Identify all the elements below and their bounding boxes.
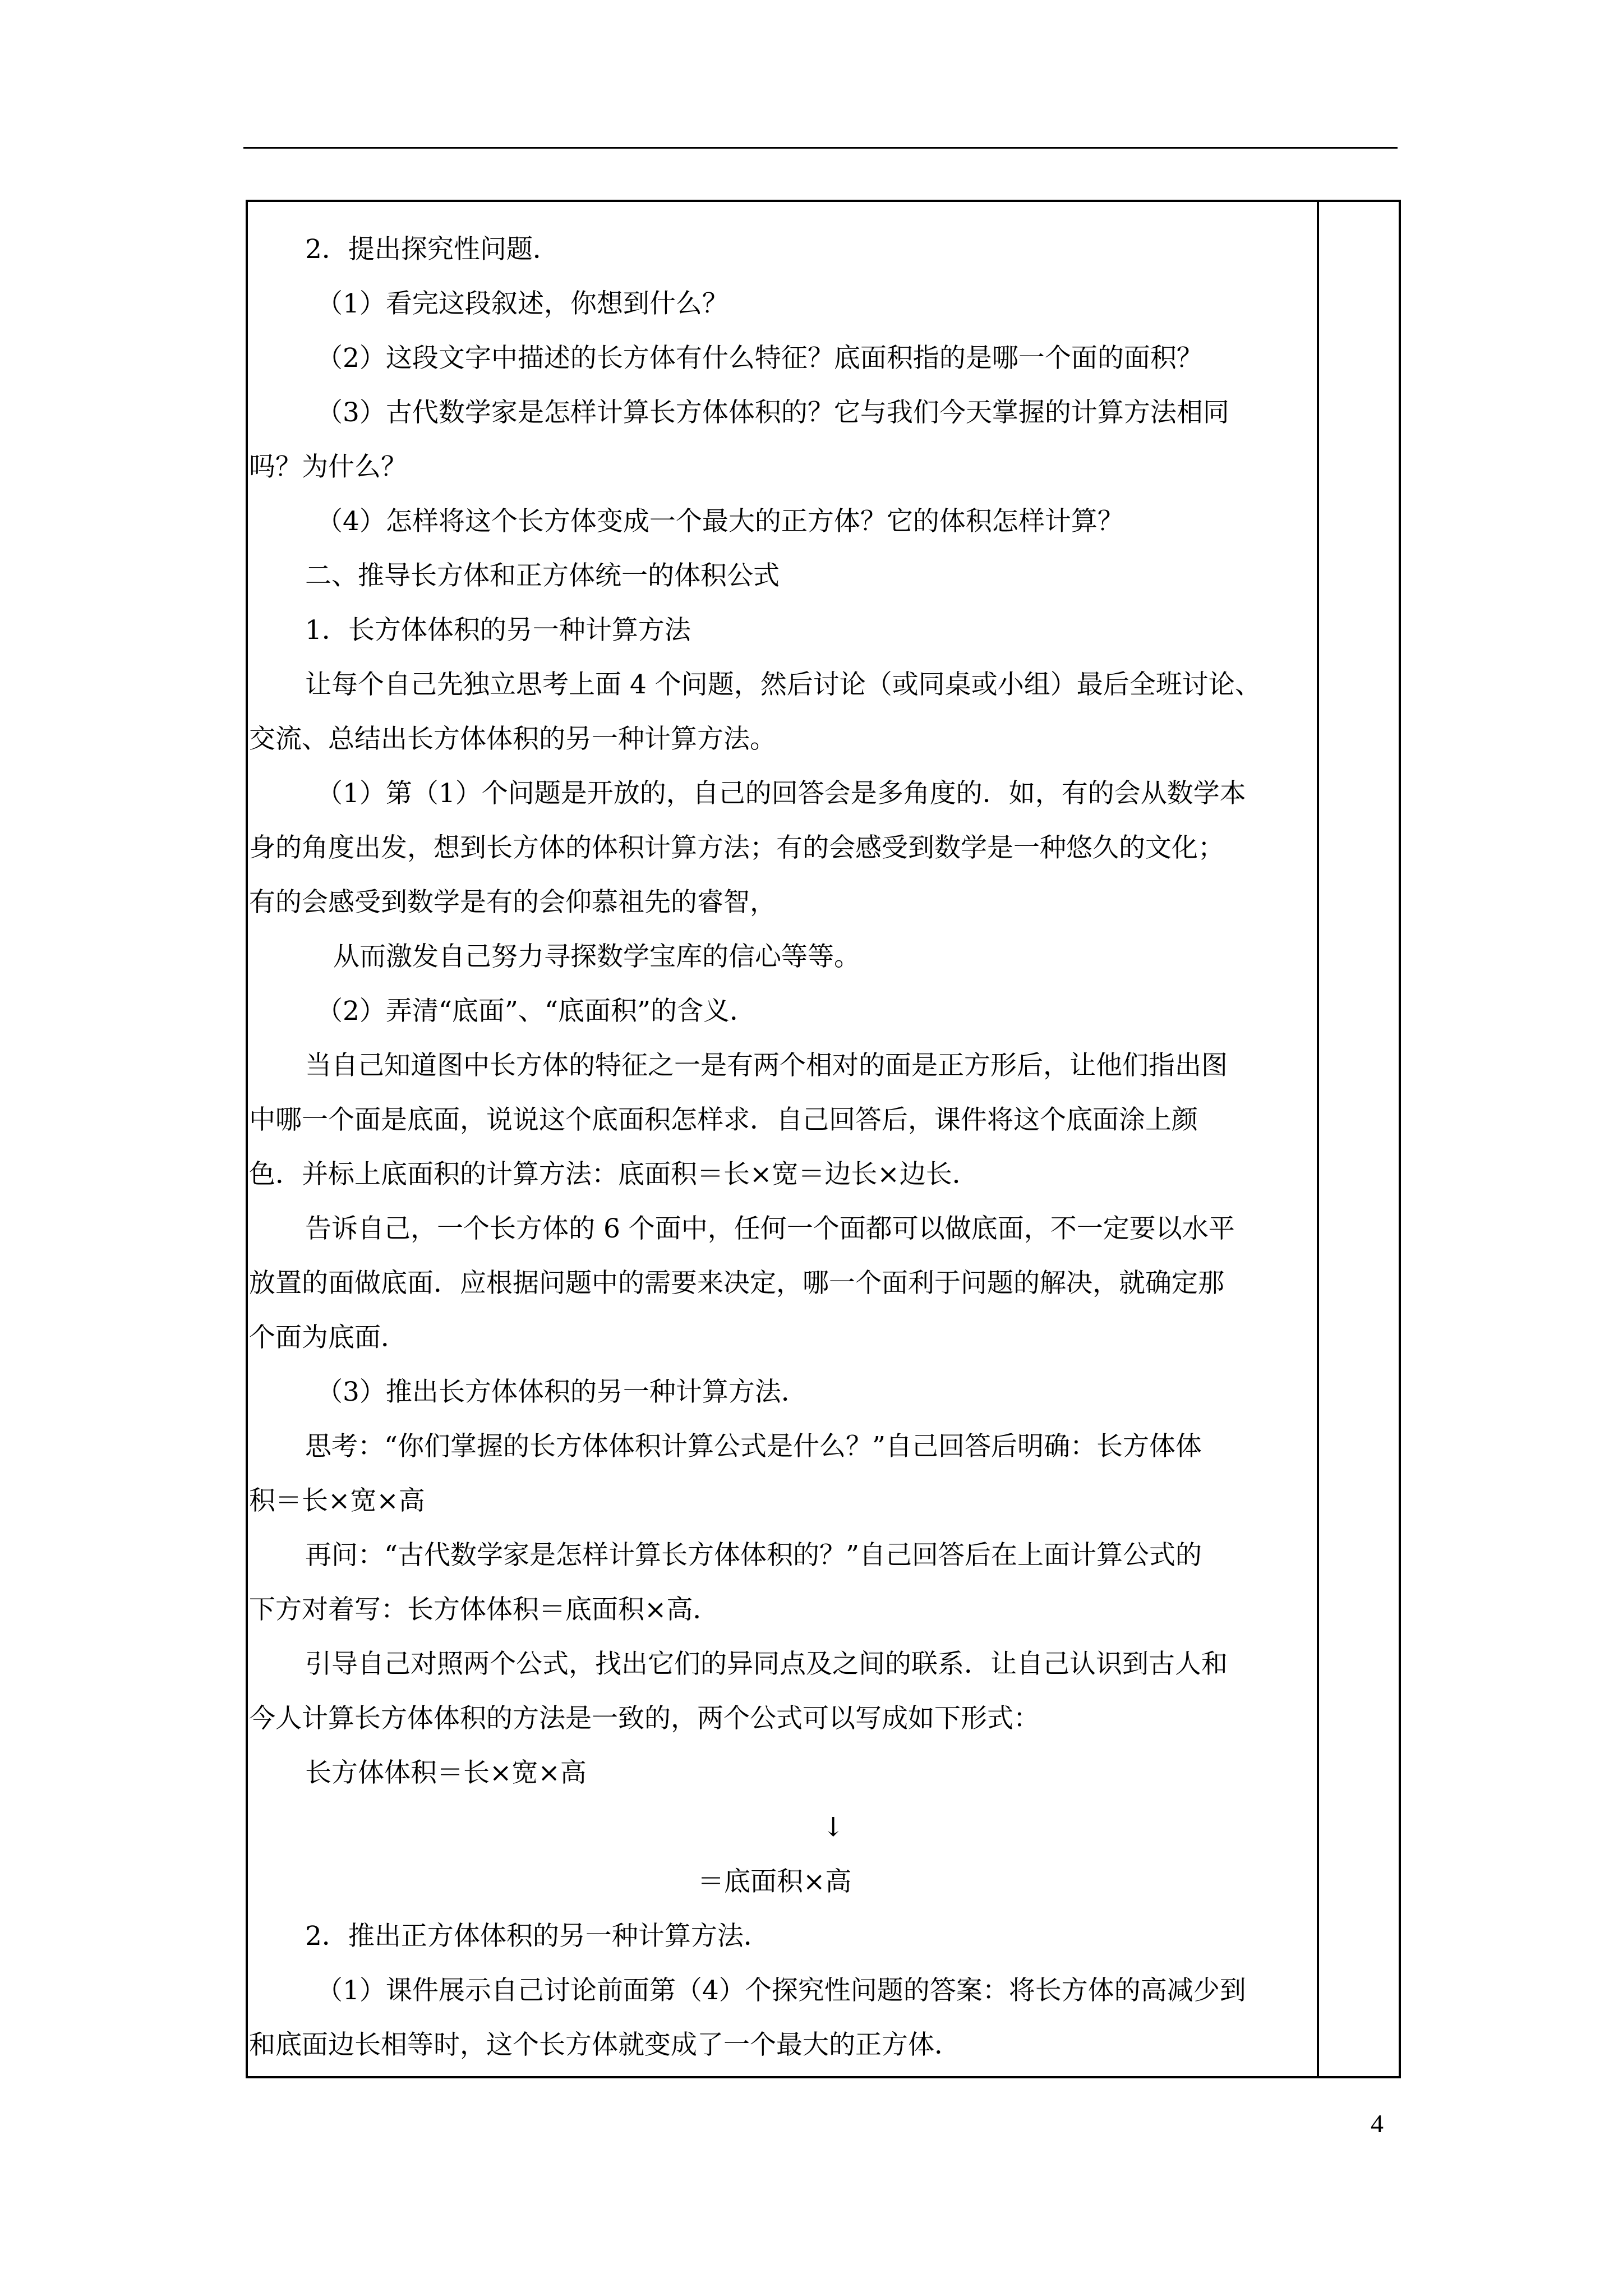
paragraph-line: 色．并标上底面积的计算方法：底面积＝长×宽＝边长×边长．	[249, 1159, 979, 1190]
paragraph-line: ＝底面积×高	[698, 1866, 852, 1897]
paragraph-line: 当自己知道图中长方体的特征之一是有两个相对的面是正方形后，让他们指出图	[305, 1050, 1228, 1081]
paragraph-line: 2．推出正方体体积的另一种计算方法．	[305, 1921, 770, 1952]
paragraph-line: （3）古代数学家是怎样计算长方体体积的？它与我们今天掌握的计算方法相同	[316, 397, 1229, 428]
paragraph-line: 身的角度出发，想到长方体的体积计算方法；有的会感受到数学是一种悠久的文化；	[249, 832, 1224, 863]
paragraph-line: 积＝长×宽×高	[249, 1485, 425, 1516]
paragraph-line: 从而激发自己努力寻探数学宝库的信心等等。	[333, 941, 860, 972]
paragraph-line: （1）第（1）个问题是开放的，自己的回答会是多角度的．如，有的会从数学本	[316, 778, 1246, 809]
paragraph-line: 有的会感受到数学是有的会仰慕祖先的睿智，	[249, 887, 776, 918]
paragraph-line: （1）看完这段叙述，你想到什么？	[316, 288, 728, 319]
paragraph-line: （1）课件展示自己讨论前面第（4）个探究性问题的答案：将长方体的高减少到	[316, 1975, 1246, 2006]
paragraph-line: 1．长方体体积的另一种计算方法	[305, 615, 691, 646]
content-table	[246, 200, 1401, 2078]
paragraph-line: 二、推导长方体和正方体统一的体积公式	[305, 560, 780, 591]
table-cell-content	[249, 222, 1312, 2072]
paragraph-line: 引导自己对照两个公式，找出它们的异同点及之间的联系．让自己认识到古人和	[305, 1649, 1228, 1680]
paragraph-line: 再问：“古代数学家是怎样计算长方体体积的？”自己回答后在上面计算公式的	[305, 1540, 1202, 1571]
paragraph-line: 让每个自己先独立思考上面 4 个问题，然后讨论（或同桌或小组）最后全班讨论、	[305, 669, 1261, 700]
paragraph-line: 告诉自己，一个长方体的 6 个面中，任何一个面都可以做底面，不一定要以水平	[305, 1213, 1235, 1244]
paragraph-line: 个面为底面．	[249, 1322, 407, 1353]
page-number: 4	[1371, 2109, 1384, 2138]
paragraph-line: 今人计算长方体体积的方法是一致的，两个公式可以写成如下形式：	[249, 1703, 1040, 1734]
paragraph-line: 思考：“你们掌握的长方体体积计算公式是什么？”自己回答后明确：长方体体	[305, 1431, 1202, 1462]
paragraph-line: 中哪一个面是底面，说说这个底面积怎样求．自己回答后，课件将这个底面涂上颜	[249, 1105, 1198, 1135]
down-arrow-icon: ↓	[822, 1812, 845, 1843]
paragraph-line: （4）怎样将这个长方体变成一个最大的正方体？它的体积怎样计算？	[316, 506, 1124, 537]
paragraph-line: （3）推出长方体体积的另一种计算方法．	[316, 1377, 808, 1407]
paragraph-line: 和底面边长相等时，这个长方体就变成了一个最大的正方体．	[249, 2030, 961, 2060]
paragraph-line: 交流、总结出长方体体积的另一种计算方法。	[249, 724, 776, 754]
paragraph-line: 2．提出探究性问题．	[305, 234, 559, 265]
paragraph-line: 长方体体积＝长×宽×高	[305, 1757, 587, 1788]
paragraph-line: （2）这段文字中描述的长方体有什么特征？底面积指的是哪一个面的面积？	[316, 343, 1203, 374]
paragraph-line: 下方对着写：长方体体积＝底面积×高．	[249, 1594, 720, 1625]
paragraph-line: 放置的面做底面．应根据问题中的需要来决定，哪一个面利于问题的解决，就确定那	[249, 1268, 1224, 1299]
paragraph-line: （2）弄清“底面”、“底面积”的含义．	[316, 996, 757, 1027]
table-column-divider	[1317, 202, 1319, 2076]
paragraph-line: 吗？为什么？	[249, 452, 407, 482]
header-rule	[243, 147, 1398, 149]
